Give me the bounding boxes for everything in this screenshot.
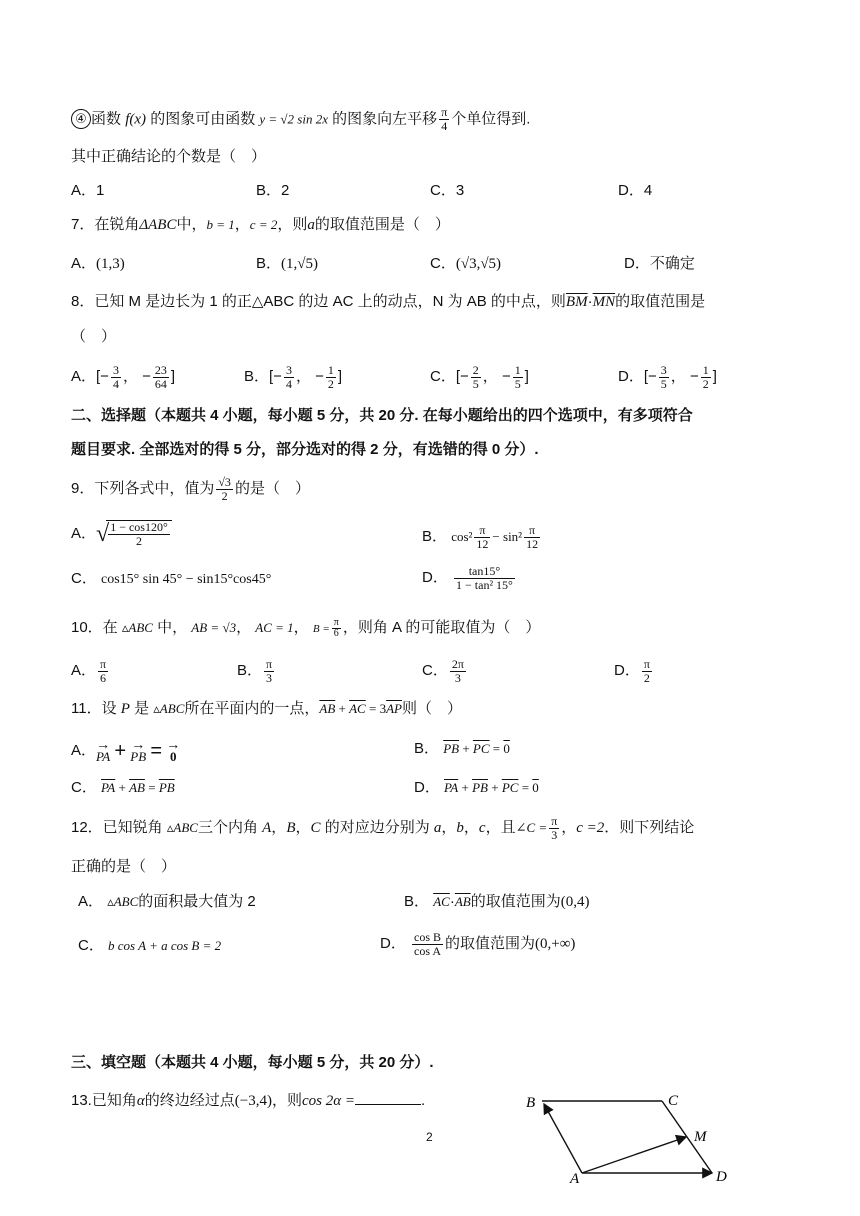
q8-option-d: D．[− $\frac{3}{5}$ ， − $\frac{1}{2}$ ]	[618, 362, 717, 391]
q9-option-c: C． cos15° sin 45° − sin15°cos45°	[71, 570, 272, 587]
q7-option-c: C．(√3,√5)	[430, 255, 502, 272]
q6-option-b: B．2	[256, 182, 290, 199]
q8-stem: 8．已知 M 是边长为 1 的正△ABC 的边 AC 上的动点，N 为 AB 的中点，则$\overline{BM}\cdot\overline{MN}$的取值范围是	[71, 293, 706, 310]
answer-blank	[355, 1090, 421, 1105]
q10-option-d: D． $\frac{\pi}{2}$	[614, 656, 650, 685]
text: 的图象可由函数	[150, 110, 256, 128]
page-number: 2	[426, 1130, 433, 1144]
q13-stem: 13.已知角α的终边经过点(−3,4)，则cos 2α = .	[71, 1092, 426, 1109]
vector-ab	[544, 1104, 582, 1173]
vector-am	[582, 1137, 686, 1173]
label-b: B	[526, 1095, 536, 1111]
q6-option-a: A．1	[71, 182, 105, 199]
label-a: A	[570, 1171, 580, 1185]
item-number: ④	[71, 109, 91, 129]
formula: y = √2 sin 2x	[259, 111, 328, 127]
q9-option-d: D． $\frac{\tan 15^\circ}{\text{1 − tan² 15°}}$	[422, 563, 513, 592]
q12-stem-end: 正确的是（ ）	[71, 858, 177, 875]
q8-option-c: C．[− $\frac{2}{5}$ ， − $\frac{1}{5}$ ]	[430, 362, 529, 391]
parallelogram-figure	[520, 1085, 740, 1185]
q6-stem: 其中正确结论的个数是（ ）	[71, 148, 267, 165]
q9-stem: 9．下列各式中，值为 $\frac{√3}{2}$ 的是（ ）	[71, 474, 310, 503]
q11-option-c: C． $\overline{PA} + \overline{AB} = \overline{PB}$	[71, 779, 175, 796]
q11-stem: 11．设 P 是 ▵ABC所在平面内的一点，$\overline{AB} + \overline{AC} = 3\overline{AP}$则（ ）	[71, 700, 462, 717]
q6-option-d: D．4	[618, 182, 653, 199]
q6-option-c: C．3	[430, 182, 465, 199]
q8-option-a: A．[− $\frac{3}{4}$ ， − $\frac{23}{64}$ ]	[71, 362, 176, 391]
section-3-heading: 三、填空题（本题共 4 小题，每小题 5 分，共 20 分）.	[71, 1054, 434, 1071]
q12-option-b: B． $\overline{AC}\cdot\overline{AB}$的取值范围为(0,4)	[404, 893, 590, 910]
q12-stem: 12．已知锐角 ▵ABC三个内角 A，B，C 的对应边分别为 a，b，c，且∠C = $\frac{\pi}{3}$ ，c =2．则下列结论	[71, 813, 695, 842]
q11-option-b: B． $\overline{PB} + \overline{PC} = 0$	[414, 740, 510, 757]
q8-stem-end: （ ）	[71, 328, 117, 345]
text: 函数	[91, 110, 122, 128]
section-2-heading-cont: 题目要求. 全部选对的得 5 分，部分选对的得 2 分，有选错的得 0 分）.	[71, 441, 539, 458]
section-2-heading: 二、选择题（本题共 4 小题，每小题 5 分，共 20 分. 在每小题给出的四个选项中，有多项符合	[71, 407, 693, 424]
formula-fx: f(x)	[125, 111, 147, 128]
q7-option-b: B．(1,√5)	[256, 255, 318, 272]
label-c: C	[668, 1093, 679, 1109]
q7-option-d: D．不确定	[624, 255, 695, 272]
q12-option-a: A． ▵ABC的面积最大值为 2	[78, 893, 256, 910]
q12-option-c: C． b cos A + a cos B = 2	[78, 937, 222, 954]
q10-option-c: C． $\frac{2\pi}{3}$	[422, 656, 464, 685]
q12-option-d: D． $\frac{\text{cos B}}{\text{cos A}}$ 的取值范围为(0,+∞)	[380, 929, 576, 958]
q9-option-b: B． cos² $\frac{\pi}{12}$ − sin² $\frac{\pi}{12}$	[422, 522, 539, 551]
text: 的图象向左平移	[332, 110, 438, 128]
label-d: D	[716, 1169, 727, 1185]
q7-stem: 7．在锐角ΔABC中，b = 1，c = 2，则a的取值范围是（ ）	[71, 216, 450, 233]
q11-option-a: A． → PA + → PB = → 0	[71, 738, 181, 765]
q7-option-a: A．(1,3)	[71, 255, 125, 272]
q9-option-a: A．√ $\frac{1 - \cos 120^\circ}{2}$	[71, 518, 174, 550]
label-m: M	[694, 1129, 707, 1145]
q10-option-a: A． $\frac{\pi}{6}$	[71, 656, 107, 685]
q10-stem: 10．在 ▵ABC 中， AB = √3， AC = 1， B = $\frac{\pi}{6}$ ，则角 A 的可能取值为（ ）	[71, 616, 541, 639]
q8-option-b: B．[− $\frac{3}{4}$ ， − $\frac{1}{2}$ ]	[244, 362, 343, 391]
q11-option-d: D． $\overline{PA} + \overline{PB} + \overline{PC} = 0$	[414, 779, 539, 796]
text: 个单位得到.	[451, 110, 531, 128]
q10-option-b: B． $\frac{\pi}{3}$	[237, 656, 273, 685]
q6-item4	[71, 106, 530, 133]
fraction: $\frac{\pi}{4}$	[441, 105, 448, 133]
